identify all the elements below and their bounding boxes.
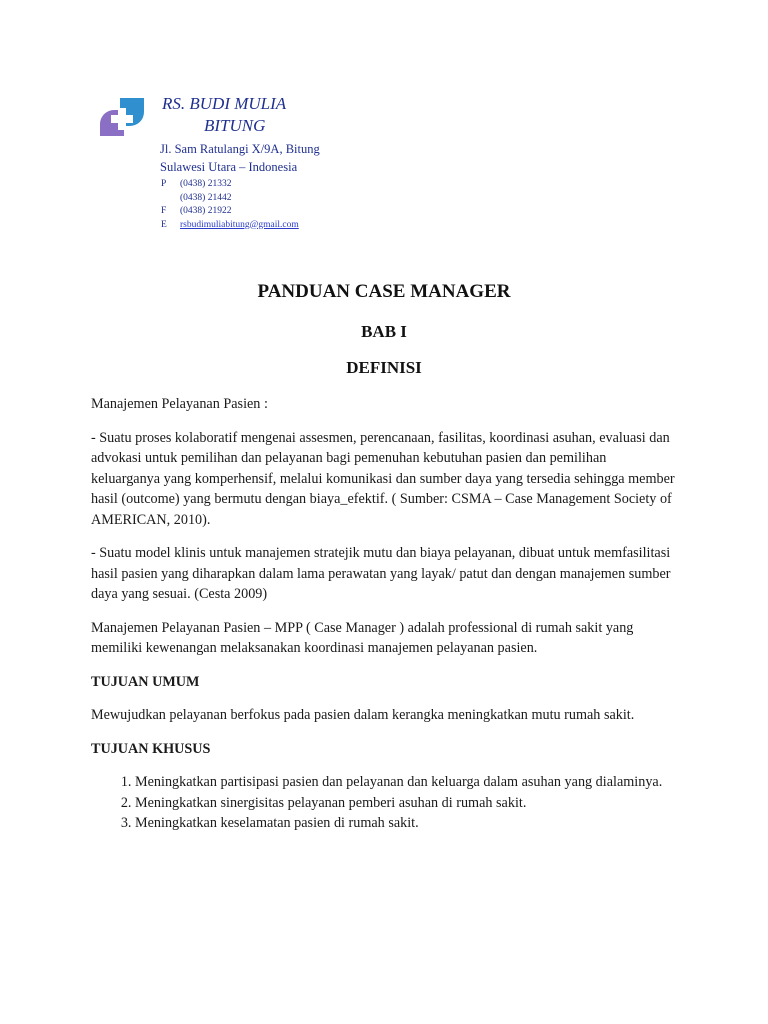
list-item: 3. Meningkatkan keselamatan pasien di rumah sakit. — [135, 813, 676, 834]
heading-tujuan-khusus: TUJUAN KHUSUS — [91, 740, 211, 757]
hospital-address — [160, 140, 320, 176]
contact-fax — [161, 205, 299, 219]
contact-list — [161, 178, 299, 232]
contact-value: (0438) 21922 — [180, 206, 232, 216]
tujuan-umum-text: Mewujudkan pelayanan berfokus pada pasien dalam kerangka meningkatkan mutu rumah sakit. — [91, 707, 635, 723]
contact-value: (0438) 21442 — [180, 192, 232, 203]
list-item: 1. Meningkatkan partisipasi pasien dan pelayanan dan keluarga dalam asuhan yang dialaminya. — [135, 772, 676, 793]
address-line1: Jl. Sam Ratulangi X/9A, Bitung — [160, 142, 320, 156]
document-title: PANDUAN CASE MANAGER — [257, 281, 511, 302]
intro-paragraph: Manajemen Pelayanan Pasien : — [91, 396, 268, 412]
address-line2: Sulawesi Utara – Indonesia — [160, 160, 298, 174]
definition-paragraph-1: - Suatu proses kolaboratif mengenai assesmen, perencanaan, fasilitas, koordinasi asuhan, evaluasi dan advokasi untuk pemilihan dan pelayanan bagi pemenuhan kebutuhan pasien dan pemilihan keluarganya yang komperhensif, melalui komunikasi dan sumber daya yang tersedia sehingga member hasil (outcome) yang bermutu dengan biaya_efektif. ( Sumber: CSMA – Case Management Society of AMERICAN, 2010). — [91, 429, 675, 528]
hospital-name — [162, 93, 286, 137]
section-title: DEFINISI — [346, 358, 422, 377]
contact-key: F — [161, 206, 167, 216]
contact-phone2 — [161, 192, 299, 206]
contact-key — [161, 192, 180, 206]
chapter-title: BAB I — [361, 322, 407, 341]
hospital-name-line2: BITUNG — [204, 116, 266, 135]
mpp-paragraph: Manajemen Pelayanan Pasien – MPP ( Case Manager ) adalah professional di rumah sakit yang memiliki kewenangan melaksanakan koordinasi manajemen pelayanan pasien. — [91, 619, 634, 656]
contact-email — [161, 219, 299, 233]
definition-paragraph-2: - Suatu model klinis untuk manajemen stratejik mutu dan biaya pelayanan, dibuat untuk memfasilitasi hasil pasien yang diharapkan dalam lama perawatan yang layak/ patut dan dengan manajemen sumber daya yang sesuai. (Cesta 2009) — [91, 545, 671, 602]
hospital-logo-icon — [98, 96, 148, 138]
contact-key: P — [161, 179, 167, 189]
email-link[interactable]: rsbudimuliabitung@gmail.com — [180, 219, 299, 230]
contact-phone1 — [161, 178, 299, 192]
heading-tujuan-umum: TUJUAN UMUM — [91, 673, 200, 690]
document-body — [91, 394, 676, 834]
contact-value: (0438) 21332 — [180, 179, 232, 189]
contact-key: E — [161, 219, 167, 230]
tujuan-khusus-list — [91, 772, 676, 834]
list-item: 2. Meningkatkan sinergisitas pelayanan pemberi asuhan di rumah sakit. — [135, 793, 676, 814]
hospital-name-line1: RS. BUDI MULIA — [162, 94, 287, 113]
